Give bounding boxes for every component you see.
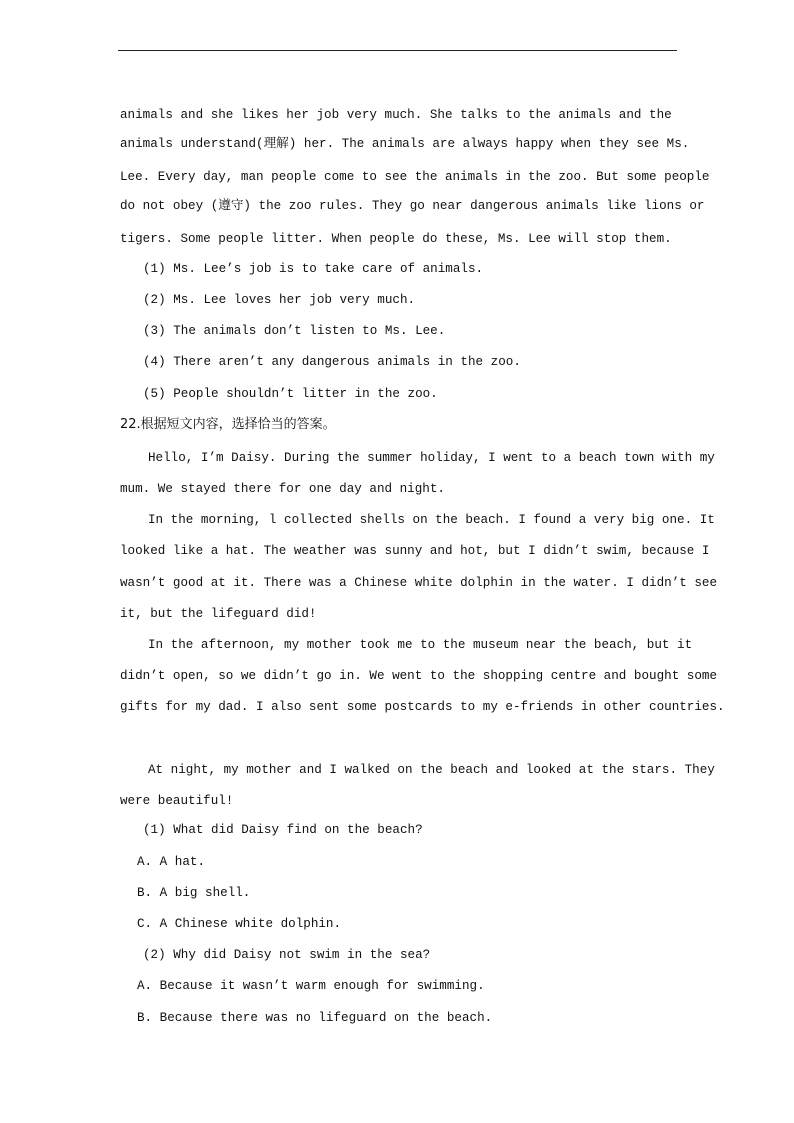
subquestion-1: (1) What did Daisy find on the beach? [143, 823, 423, 837]
statement-4: (4) There aren’t any dangerous animals in the zoo. [143, 355, 521, 369]
passage-line: do not obey (遵守) the zoo rules. They go near dangerous animals like lions or [120, 199, 705, 213]
statement-1: (1) Ms. Lee’s job is to take care of animals. [143, 262, 484, 276]
passage-line: gifts for my dad. I also sent some postcards to my e-friends in other countries. [120, 700, 725, 714]
passage-line: were beautiful! [120, 794, 234, 808]
option-b: B. A big shell. [137, 886, 251, 900]
passage-line: In the afternoon, my mother took me to the museum near the beach, but it [148, 638, 693, 652]
passage-line: Hello, I’m Daisy. During the summer holiday, I went to a beach town with my [148, 451, 715, 465]
statement-5: (5) People shouldn’t litter in the zoo. [143, 387, 438, 401]
passage-line: mum. We stayed there for one day and night. [120, 482, 445, 496]
passage-line: tigers. Some people litter. When people do these, Ms. Lee will stop them. [120, 232, 672, 246]
passage-line: animals and she likes her job very much. She talks to the animals and the [120, 108, 672, 122]
passage-line: At night, my mother and I walked on the beach and looked at the stars. They [148, 763, 715, 777]
statement-2: (2) Ms. Lee loves her job very much. [143, 293, 416, 307]
option-a: A. Because it wasn’t warm enough for swimming. [137, 979, 485, 993]
question-heading: 22.根据短文内容，选择恰当的答案。 [120, 417, 336, 432]
passage-line: looked like a hat. The weather was sunny and hot, but I didn’t swim, because I [120, 544, 710, 558]
option-a: A. A hat. [137, 855, 206, 869]
subquestion-2: (2) Why did Daisy not swim in the sea? [143, 948, 431, 962]
passage-line: In the morning, l collected shells on the beach. I found a very big one. It [148, 513, 715, 527]
statement-3: (3) The animals don’t listen to Ms. Lee. [143, 324, 446, 338]
passage-line: Lee. Every day, man people come to see the animals in the zoo. But some people [120, 170, 710, 184]
option-b: B. Because there was no lifeguard on the beach. [137, 1011, 493, 1025]
option-c: C. A Chinese white dolphin. [137, 917, 342, 931]
passage-line: didn’t open, so we didn’t go in. We went to the shopping centre and bought some [120, 669, 718, 683]
passage-line: wasn’t good at it. There was a Chinese white dolphin in the water. I didn’t see [120, 576, 718, 590]
header-rule [118, 50, 677, 51]
passage-line: animals understand(理解) her. The animals are always happy when they see Ms. [120, 137, 690, 151]
passage-line: it, but the lifeguard did! [120, 607, 317, 621]
